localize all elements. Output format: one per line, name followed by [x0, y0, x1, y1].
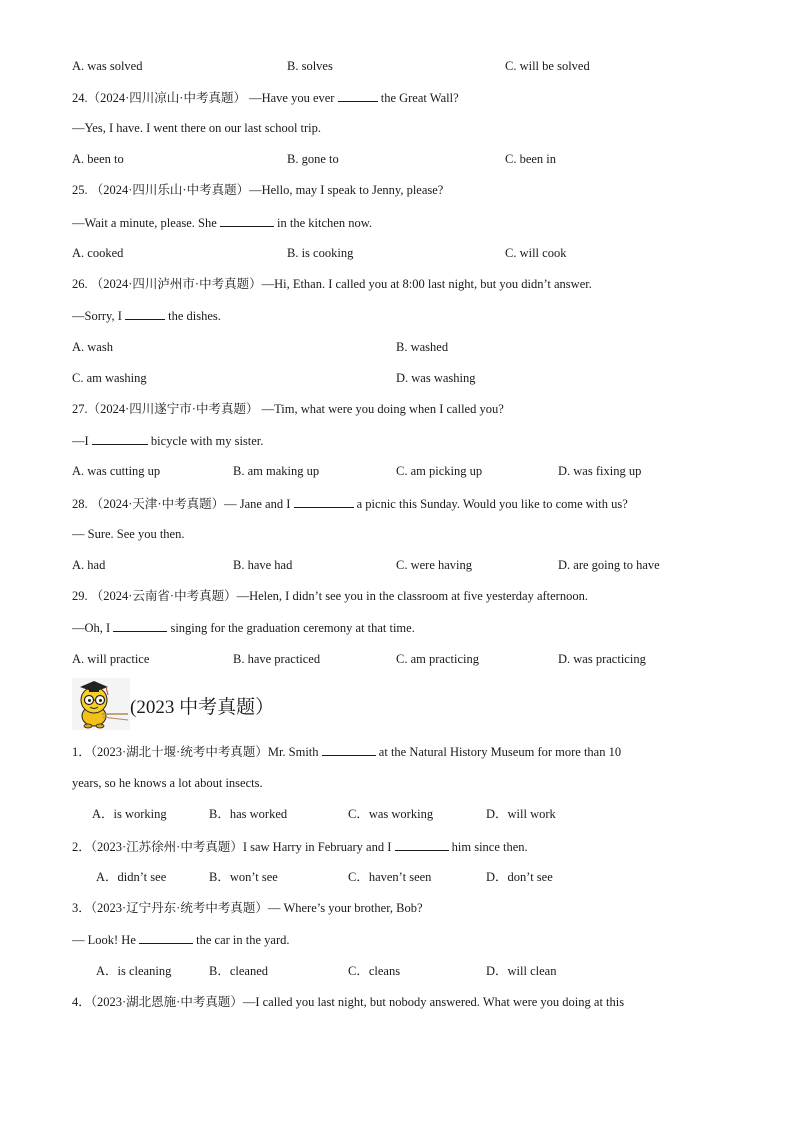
- q24-stem: 24.（2024·四川凉山·中考真题） —Have you ever the Great Wall?: [72, 91, 459, 105]
- n3-option-b[interactable]: B．cleaned: [209, 964, 269, 978]
- q25-dialogue-line: —Wait a minute, please. She in the kitchen now.: [72, 216, 373, 230]
- q28-option-b[interactable]: B. have had: [233, 558, 293, 572]
- q24-option-a[interactable]: A. been to: [72, 152, 124, 166]
- n3-option-a[interactable]: A．is cleaning: [96, 964, 172, 978]
- n3-answer-blank[interactable]: [139, 931, 193, 944]
- section-title: (2023 中考真题）: [130, 697, 275, 718]
- n4-stem: 4．（2023·湖北恩施·中考真题）—I called you last night, but nobody answered. What were you doing at this: [72, 995, 625, 1009]
- q23-option-c[interactable]: C. will be solved: [505, 59, 590, 73]
- q24-option-b[interactable]: B. gone to: [287, 152, 339, 166]
- n2-option-d[interactable]: D．don’t see: [486, 870, 553, 884]
- q25-answer-blank[interactable]: [220, 214, 274, 227]
- n3-options: [92, 963, 722, 979]
- n1-stem: 1．（2023·湖北十堰·统考中考真题）Mr. Smith at the Natural History Museum for more than 10: [72, 745, 622, 759]
- q25-stem: 25. （2024·四川乐山·中考真题）—Hello, may I speak to Jenny, please?: [72, 183, 444, 197]
- n2-options: [92, 869, 722, 885]
- n1-option-b[interactable]: B．has worked: [209, 807, 288, 821]
- q29-option-c[interactable]: C. am practicing: [396, 652, 479, 666]
- n2-option-a[interactable]: A．didn’t see: [96, 870, 167, 884]
- q26-option-a[interactable]: A. wash: [72, 340, 113, 354]
- q29-options: [72, 651, 722, 667]
- q25-option-a[interactable]: A. cooked: [72, 246, 124, 260]
- q29-stem: 29. （2024·云南省·中考真题）—Helen, I didn’t see you in the classroom at five yesterday afternoon.: [72, 589, 588, 603]
- q25-option-b[interactable]: B. is cooking: [287, 246, 354, 260]
- n2-stem: 2．（2023·江苏徐州·中考真题）I saw Harry in February and I him since then.: [72, 840, 528, 854]
- n1-answer-blank[interactable]: [322, 743, 376, 756]
- q27-answer-blank[interactable]: [92, 432, 148, 445]
- q26-option-d[interactable]: D. was washing: [396, 371, 476, 385]
- q26-options-row1: [72, 339, 722, 355]
- q26-option-c[interactable]: C. am washing: [72, 371, 147, 385]
- q25-option-c[interactable]: C. will cook: [505, 246, 567, 260]
- section-header-2023: [72, 678, 372, 730]
- q23-options: [72, 58, 722, 74]
- q29-option-d[interactable]: D. was practicing: [558, 652, 646, 666]
- q28-stem: 28. （2024·天津·中考真题）— Jane and I a picnic this Sunday. Would you like to come with us?: [72, 497, 628, 511]
- q24-options: [72, 151, 722, 167]
- n1-option-c[interactable]: C．was working: [348, 807, 434, 821]
- n1-options: [92, 806, 722, 822]
- q24-dialogue-line: —Yes, I have. I went there on our last school trip.: [72, 121, 322, 135]
- q28-option-a[interactable]: A. had: [72, 558, 106, 572]
- q29-option-a[interactable]: A. will practice: [72, 652, 150, 666]
- q23-option-a[interactable]: A. was solved: [72, 59, 143, 73]
- q27-option-a[interactable]: A. was cutting up: [72, 464, 161, 478]
- n3-dialogue-line: — Look! He the car in the yard.: [72, 933, 290, 947]
- q29-dialogue-line: —Oh, I singing for the graduation ceremony at that time.: [72, 621, 415, 635]
- q24-option-c[interactable]: C. been in: [505, 152, 557, 166]
- q29-answer-blank[interactable]: [113, 619, 167, 632]
- q28-option-c[interactable]: C. were having: [396, 558, 473, 572]
- q26-option-b[interactable]: B. washed: [396, 340, 449, 354]
- q27-stem: 27.（2024·四川遂宁市·中考真题） —Tim, what were you doing when I called you?: [72, 402, 504, 416]
- q28-options: [72, 557, 722, 573]
- n3-option-c[interactable]: C．cleans: [348, 964, 401, 978]
- q29-option-b[interactable]: B. have practiced: [233, 652, 321, 666]
- q25-options: [72, 245, 722, 261]
- n3-option-d[interactable]: D．will clean: [486, 964, 557, 978]
- n1-option-d[interactable]: D．will work: [486, 807, 556, 821]
- q27-dialogue-line: —I bicycle with my sister.: [72, 434, 264, 448]
- q27-option-d[interactable]: D. was fixing up: [558, 464, 642, 478]
- q27-options: [72, 463, 722, 479]
- q26-answer-blank[interactable]: [125, 307, 165, 320]
- q24-answer-blank[interactable]: [338, 89, 378, 102]
- n1-option-a[interactable]: A．is working: [92, 807, 167, 821]
- q26-stem: 26. （2024·四川泸州市·中考真题）—Hi, Ethan. I called you at 8:00 last night, but you didn’t answer.: [72, 277, 592, 291]
- q28-dialogue-line: — Sure. See you then.: [72, 527, 185, 541]
- graduate-mascot-icon: [72, 678, 130, 730]
- n3-stem: 3．（2023·辽宁丹东·统考中考真题）— Where’s your brother, Bob?: [72, 901, 423, 915]
- q28-answer-blank[interactable]: [294, 495, 354, 508]
- q27-option-c[interactable]: C. am picking up: [396, 464, 483, 478]
- q26-dialogue-line: —Sorry, I the dishes.: [72, 309, 221, 323]
- n2-answer-blank[interactable]: [395, 838, 449, 851]
- q23-option-b[interactable]: B. solves: [287, 59, 333, 73]
- n1-stem-continued: years, so he knows a lot about insects.: [72, 776, 263, 790]
- q26-options-row2: [72, 370, 722, 386]
- q28-option-d[interactable]: D. are going to have: [558, 558, 660, 572]
- n2-option-c[interactable]: C．haven’t seen: [348, 870, 432, 884]
- q27-option-b[interactable]: B. am making up: [233, 464, 320, 478]
- n2-option-b[interactable]: B．won’t see: [209, 870, 278, 884]
